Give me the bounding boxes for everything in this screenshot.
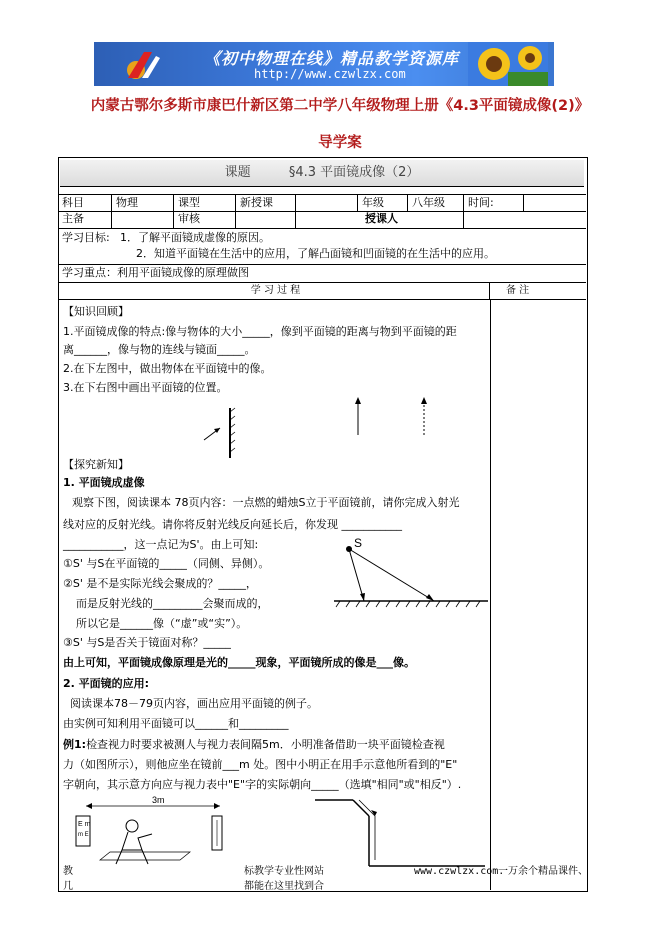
cell-lead-value bbox=[112, 211, 174, 228]
section-1-paragraph-1: 观察下图，阅读课本 78页内容：一点燃的蜡烛S立于平面镜前，请你完成入射光 bbox=[72, 496, 460, 509]
section-1-question-1: ①S' 与S在平面镜的_____（同侧、异侧）。 bbox=[63, 557, 270, 570]
cell-teacher-label: 授课人 bbox=[296, 211, 464, 228]
focus-text: 学习重点：利用平面镜成像的原理做图 bbox=[62, 266, 249, 279]
topic-bar bbox=[60, 160, 584, 187]
info-row-1 bbox=[58, 194, 586, 212]
process-header: 学 习 过 程 bbox=[58, 283, 490, 299]
staircase-figure bbox=[305, 796, 490, 876]
section-1-conclusion: 由上可知，平面镜成像原理是光的_____现象，平面镜所成的像是___像。 bbox=[63, 656, 415, 669]
example-1-text: 检查视力时要求被测人与视力表间隔5m．小明准备借助一块平面镜检查视 bbox=[86, 738, 445, 751]
review-heading: 【知识回顾】 bbox=[63, 305, 129, 318]
mirror-position-figure bbox=[350, 395, 440, 440]
review-q1-line2: 离______，像与物的连线与镜面_____。 bbox=[63, 343, 256, 356]
section-1-question-3: 而是反射光线的_________会聚而成的， bbox=[76, 597, 269, 610]
reflection-figure bbox=[330, 535, 490, 610]
svg-text:E m: E m bbox=[78, 821, 91, 828]
section-2-paragraph-1: 阅读课本78－79页内容，画出应用平面镜的例子。 bbox=[70, 697, 318, 710]
svg-text:m E: m E bbox=[78, 832, 89, 838]
notes-header: 备 注 bbox=[506, 285, 530, 296]
point-s-label: S bbox=[354, 536, 363, 550]
section-2-paragraph-2: 由实例可知利用平面镜可以______和_________ bbox=[63, 717, 289, 730]
vision-test-figure bbox=[70, 795, 240, 870]
goal-1: 1．了解平面镜成虚像的原因。 bbox=[120, 231, 270, 244]
section-1-paragraph-2: 线对应的反射光线。请你将反射光线反向延长后，你发现 ___________ bbox=[63, 518, 402, 531]
info-row-2 bbox=[58, 211, 586, 229]
mirror-image-figure bbox=[200, 400, 250, 460]
section-1-question-4: 所以它是______像（“虚”或“实”）。 bbox=[76, 617, 248, 630]
document-title: 内蒙古鄂尔多斯市康巴什新区第二中学八年级物理上册《4.3平面镜成像(2)》 bbox=[90, 98, 590, 114]
cell-grade-value: 八年级 bbox=[408, 195, 464, 211]
distance-label: 3m bbox=[152, 795, 165, 805]
footer-mid-2: 都能在这里找到合 bbox=[244, 881, 324, 892]
footer-right: 一万余个精品课件、 bbox=[498, 866, 588, 877]
cell-type-value: 新授课 bbox=[236, 195, 296, 211]
cell-time-label: 时间: bbox=[464, 195, 524, 211]
explore-heading: 【探究新知】 bbox=[63, 458, 129, 471]
cell-type-label: 课型 bbox=[174, 195, 236, 211]
review-q3: 3.在下右图中画出平面镜的位置。 bbox=[63, 381, 228, 394]
sunflower-image bbox=[468, 42, 548, 86]
cell-review-value bbox=[236, 211, 296, 228]
footer-mid-1: 标教学专业性网站 bbox=[244, 866, 324, 877]
cell-subject-label: 科目 bbox=[58, 195, 112, 211]
goals-row bbox=[58, 229, 586, 265]
topic-value: §4.3 平面镜成像（2） bbox=[288, 165, 420, 180]
example-1-line-3: 字朝向，其示意方向应与视力表中"E"字的实际朝向_____（选填"相同"或"相反"）. bbox=[63, 778, 462, 791]
review-q2: 2.在下左图中，做出物体在平面镜中的像。 bbox=[63, 362, 272, 375]
section-1-question-2: ②S' 是不是实际光线会聚成的？_____， bbox=[63, 577, 257, 590]
section-1-paragraph-3: ___________，这一点记为S'。由上可知: bbox=[63, 538, 259, 551]
goals-label: 学习目标: bbox=[62, 231, 110, 244]
focus-row bbox=[58, 265, 586, 283]
section-1-title: 1. 平面镜成虚像 bbox=[63, 476, 145, 489]
cell-grade-label: 年级 bbox=[358, 195, 408, 211]
review-q1-line1: 1.平面镜成像的特点:像与物体的大小_____，像到平面镜的距离与物到平面镜的距 bbox=[63, 325, 457, 338]
cell-review-label: 审核 bbox=[174, 211, 236, 228]
example-1-line-2: 力（如图所示），则他应坐在镜前___m 处。图中小明正在用手示意他所看到的"E" bbox=[63, 758, 458, 771]
site-logo bbox=[122, 48, 162, 80]
topic-label: 课题 bbox=[224, 165, 251, 180]
footer-left: 教 bbox=[63, 866, 73, 877]
footer-url[interactable]: www.czwlzx.com. bbox=[414, 866, 505, 877]
example-1-line-1 bbox=[63, 738, 445, 752]
example-1-label: 例1: bbox=[63, 738, 87, 751]
cell-day-box bbox=[296, 195, 358, 211]
section-2-title: 2. 平面镜的应用: bbox=[63, 677, 150, 690]
site-banner bbox=[94, 42, 554, 86]
cell-subject-value: 物理 bbox=[112, 195, 174, 211]
section-1-question-5: ③S' 与S是否关于镜面对称？_____ bbox=[63, 636, 231, 649]
footer-left-2: 几 bbox=[63, 881, 73, 892]
process-header-row bbox=[58, 283, 586, 300]
banner-url[interactable]: http://www.czwlzx.com bbox=[254, 67, 406, 81]
banner-title: 《初中物理在线》精品教学资源库 bbox=[204, 49, 460, 68]
cell-lead-label: 主备 bbox=[58, 211, 112, 228]
document-subtitle: 导学案 bbox=[318, 135, 362, 151]
goal-2: 2．知道平面镜在生活中的应用，了解凸面镜和凹面镜的在生活中的应用。 bbox=[136, 247, 495, 260]
notes-column-divider bbox=[490, 299, 491, 890]
